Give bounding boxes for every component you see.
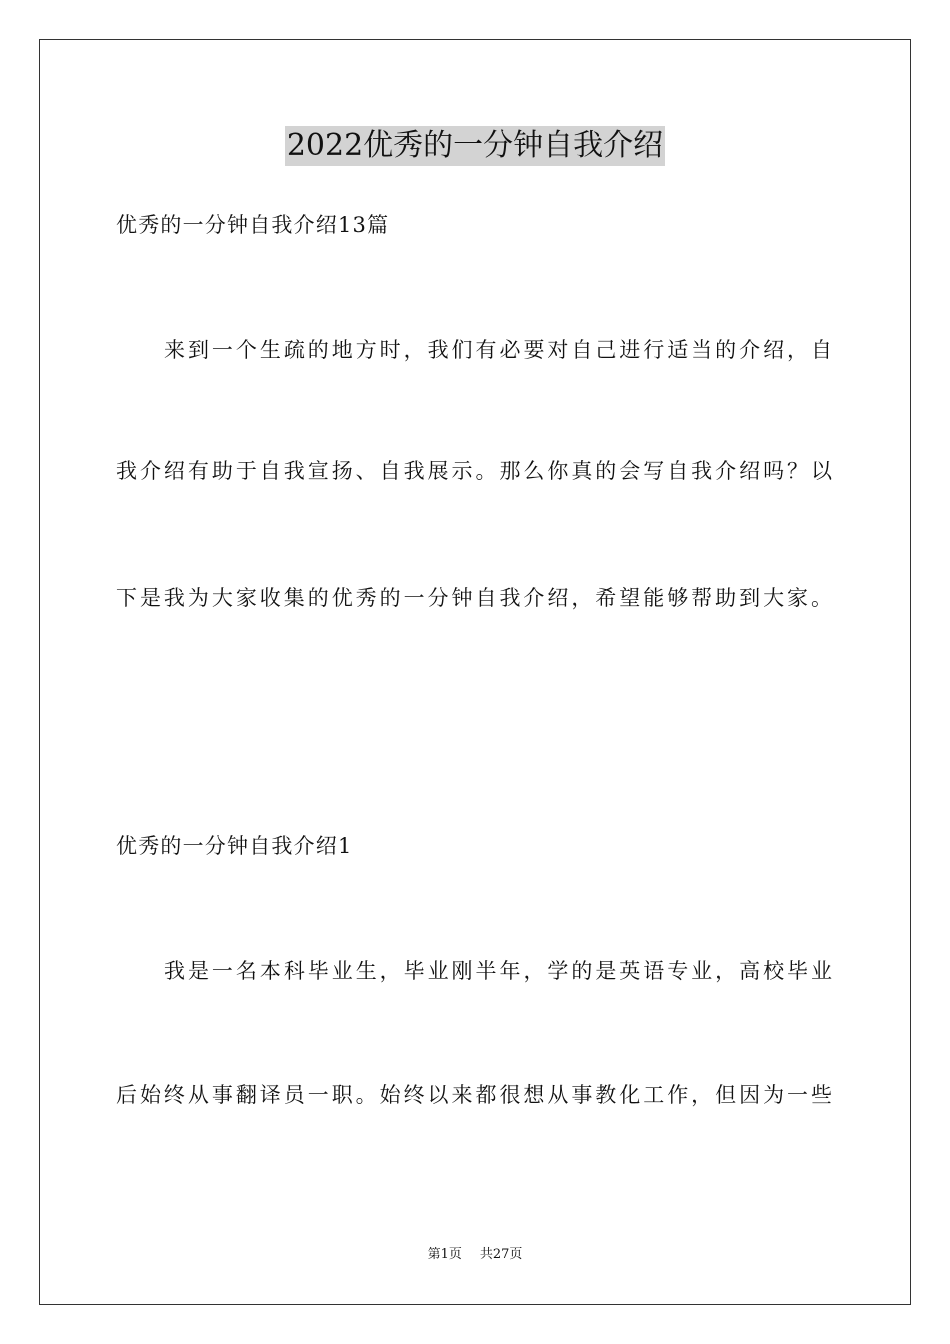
page-total: 共27页 xyxy=(479,1247,523,1262)
page-number: 第1页 xyxy=(427,1247,462,1262)
page-footer xyxy=(0,1246,950,1264)
intro-line-1: 来到一个生疏的地方时，我们有必要对自己进行适当的介绍，自 xyxy=(164,338,832,362)
section-line-2: 后始终从事翻译员一职。始终以来都很想从事教化工作，但因为一些 xyxy=(116,1083,832,1107)
section-heading: 优秀的一分钟自我介绍1 xyxy=(116,834,353,858)
document-subtitle: 优秀的一分钟自我介绍13篇 xyxy=(116,213,390,237)
title-container xyxy=(0,126,950,166)
section-line-1: 我是一名本科毕业生，毕业刚半年，学的是英语专业，高校毕业 xyxy=(164,959,832,983)
intro-line-2: 我介绍有助于自我宣扬、自我展示。那么你真的会写自我介绍吗？以 xyxy=(116,459,832,483)
intro-line-3: 下是我为大家收集的优秀的一分钟自我介绍，希望能够帮助到大家。 xyxy=(116,586,832,610)
document-title: 2022优秀的一分钟自我介绍 xyxy=(285,126,665,166)
